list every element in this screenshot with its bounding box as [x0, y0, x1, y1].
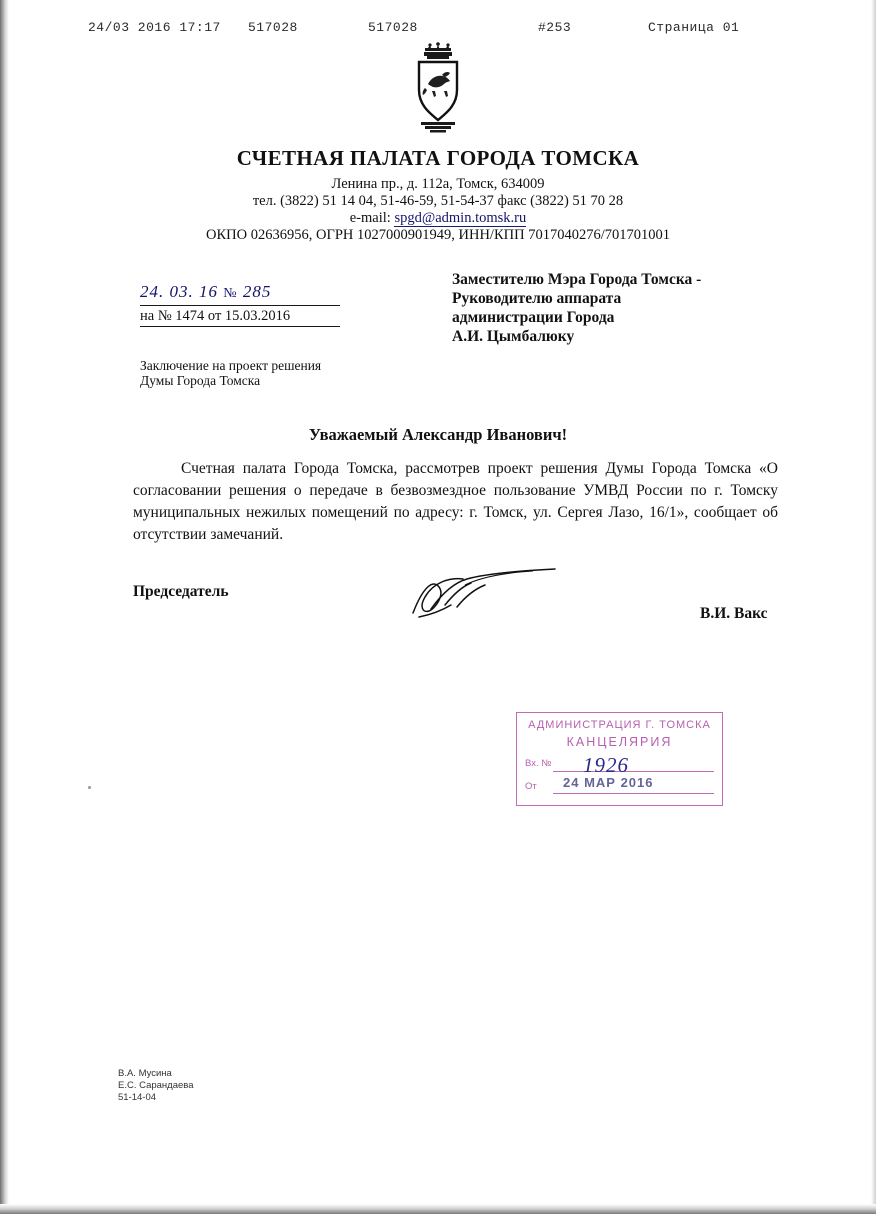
letterhead-email-row: [0, 210, 876, 227]
coat-of-arms-tomsk-icon: [399, 42, 477, 134]
addressee-block: [452, 270, 782, 346]
reference-block: [140, 282, 350, 327]
signer-position: Председатель: [133, 583, 229, 600]
subject-line-1: Заключение на проект решения: [140, 358, 322, 373]
reference-handwritten-line: [140, 282, 350, 304]
subject-line-2: Думы Города Томска: [140, 373, 261, 388]
reference-rule-bottom: [140, 326, 340, 327]
stamp-incoming-number: 1926: [583, 753, 629, 777]
letterhead-email-prefix: e-mail:: [349, 210, 395, 226]
addressee-line-1: Заместителю Мэра Города Томска -: [452, 271, 702, 288]
letterhead-email-link[interactable]: spgd@admin.tomsk.ru: [394, 210, 527, 226]
letterhead-details: [0, 176, 876, 244]
executors-block: [118, 1068, 194, 1104]
stamp-date-value: 24 МАР 2016: [563, 775, 654, 790]
salutation: Уважаемый Александр Иванович!: [308, 425, 568, 444]
addressee-line-4: А.И. Цымбалюку: [452, 328, 575, 345]
scan-edge-bottom: [0, 1204, 876, 1214]
subject-block: [140, 358, 440, 388]
scan-speck: [88, 786, 91, 789]
fax-number-1: 517028: [248, 20, 298, 35]
stamp-date-label: От: [525, 781, 537, 792]
addressee-line-2: Руководителю аппарата: [452, 290, 622, 307]
stamp-line-1: АДМИНИСТРАЦИЯ Г. ТОМСКА: [528, 719, 711, 731]
stamp-line-2: КАНЦЕЛЯРИЯ: [566, 735, 673, 749]
reference-handwritten-number: 285: [242, 282, 272, 301]
stamp-incoming-label: Вх. №: [525, 758, 552, 769]
fax-page-label: Страница 01: [648, 20, 740, 35]
executor-line-1: В.А. Мусина: [118, 1068, 172, 1079]
reference-number-symbol: №: [223, 286, 238, 301]
fax-datetime: 24/03 2016 17:17: [88, 20, 221, 35]
handwritten-signature-icon: [405, 565, 580, 625]
reference-reply-to: на № 1474 от 15.03.2016: [140, 308, 291, 324]
letterhead-address: Ленина пр., д. 112а, Томск, 634009: [331, 176, 545, 192]
body-text: Счетная палата Города Томска, рассмотрев проект решения Думы Города Томска «О согласовании решения о передаче в безвозмездное пользование УМВД России по г. Томску муниципальных нежилых помещений по адресу: г. Томск, ул. Сергея Лазо, 16/1», сообщает об отсутствии замечаний.: [133, 460, 778, 543]
fax-header: [88, 20, 768, 35]
organization-title: СЧЕТНАЯ ПАЛАТА ГОРОДА ТОМСКА: [236, 146, 640, 170]
letterhead-phones: тел. (3822) 51 14 04, 51-46-59, 51-54-37 факс (3822) 51 70 28: [252, 193, 624, 209]
stamp-rule-1: [553, 771, 714, 772]
stamp-rule-2: [553, 793, 714, 794]
addressee-line-3: администрации Города: [452, 309, 615, 326]
fax-job-id: #253: [538, 20, 572, 35]
executor-line-2: Е.С. Сарандаева: [118, 1080, 194, 1091]
letterhead-codes: ОКПО 02636956, ОГРН 1027000901949, ИНН/КПП 7017040276/701701001: [206, 227, 670, 243]
reference-handwritten-date: 24. 03. 16: [140, 282, 218, 301]
incoming-registration-stamp: [516, 712, 723, 806]
executor-phone: 51-14-04: [118, 1092, 157, 1103]
reference-rule-top: [140, 305, 340, 306]
signer-name: В.И. Вакс: [700, 605, 768, 622]
fax-number-2: 517028: [368, 20, 418, 35]
